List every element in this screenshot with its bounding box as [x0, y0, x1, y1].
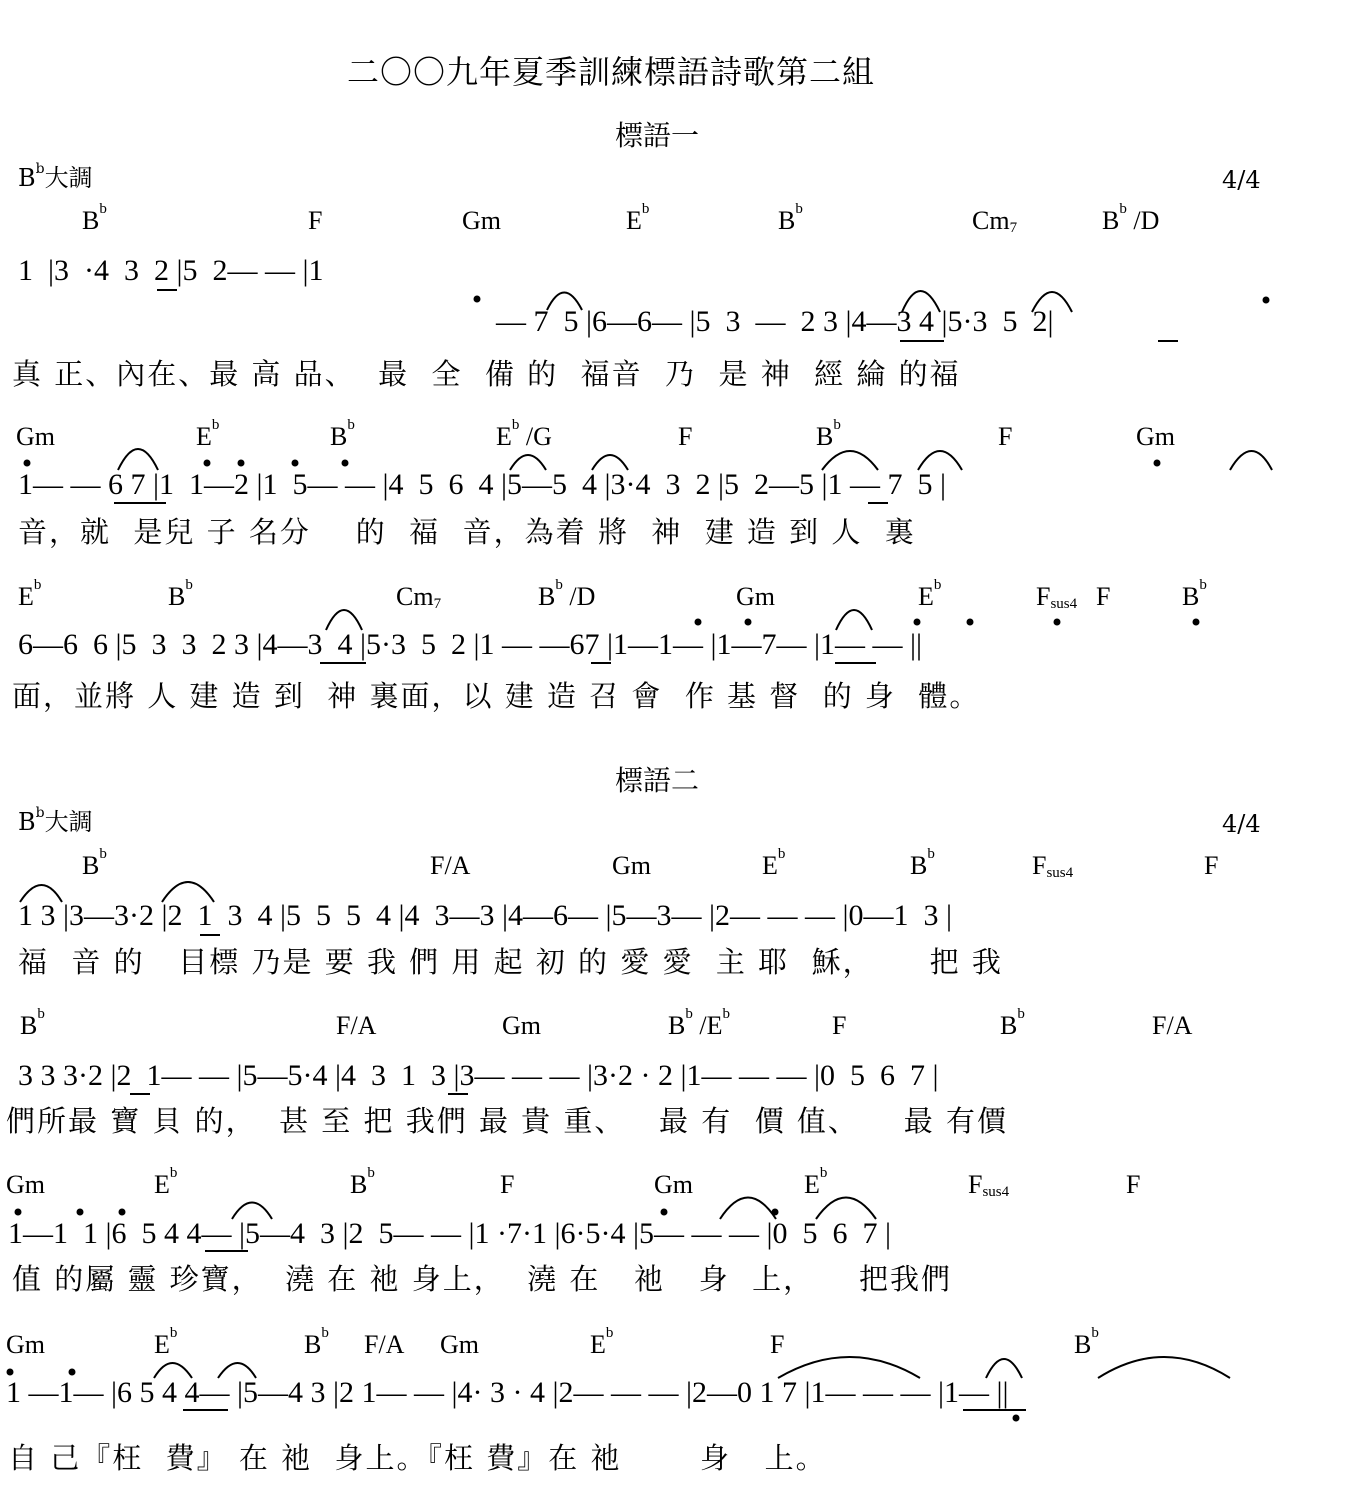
slur [118, 449, 158, 470]
notes-s2-line2: 3 3 3·2 |2 1— — |5—5·4 |4 3 1 3 |3— — — |3·2 · 2 |1— — — |0 5 6 7 | [18, 1059, 939, 1092]
section-heading-2: 標語二 [615, 764, 700, 797]
chord-symbol: $F_{sus4}$ [968, 1170, 1010, 1200]
lyrics-s2-line4: 自 己『枉 費』 在 祂 身上。『枉 費』在 祂 身 上。 [8, 1441, 827, 1475]
chord-symbol: Gm [736, 582, 775, 611]
notes-s1-line2: 1— — 6 7 |1 1—2 |1 5— — |4 5 6 4 |5—5 4 |3·4 3 2 |5 2—5 |1 — 7 5 | [18, 468, 947, 501]
time-signature-2: 4/4 [1222, 810, 1261, 838]
notes-s1-line1b: — 7 5 |6—6— |5 3 — 2 3 |4—3 4 |5·3 5 2| [496, 305, 1054, 338]
chord-symbol: $E^b$ [804, 1165, 828, 1199]
octave-dot [1154, 460, 1161, 467]
chord-symbol: $B^b$ $/E^b$ [668, 1006, 730, 1040]
chord-symbol: $E^b$ [196, 417, 220, 451]
chord-symbol: $E^b$ [154, 1325, 178, 1359]
chord-symbol: $B^b$ [778, 201, 803, 235]
chord-symbol: Gm [654, 1170, 693, 1199]
octave-dot [772, 1209, 779, 1216]
octave-dot [745, 619, 752, 626]
chord-symbol: $B^b$ /D [1102, 201, 1160, 235]
chord-symbol: $B^b$ /D [538, 577, 596, 611]
chord-symbol: $B^b$ [816, 417, 841, 451]
octave-dot [238, 460, 245, 467]
chord-symbol: Gm [502, 1011, 541, 1040]
low-octave-dot [1013, 1415, 1020, 1422]
octave-dot [914, 619, 921, 626]
notes-s2-line3: 1—1 1 |6 5 4 4— |5—4 3 |2 5— — |1 ·7·1 |6·5·4 |5— — — |0 5 6 7 | [8, 1217, 892, 1250]
chord-symbol: F/A [364, 1330, 405, 1359]
chord-symbol: F/A [1152, 1011, 1193, 1040]
chord-symbol: F [832, 1011, 847, 1040]
octave-dot [77, 1209, 84, 1216]
chord-symbol: F/A [336, 1011, 377, 1040]
octave-dot [15, 1209, 22, 1216]
octave-dot [119, 1209, 126, 1216]
slur [326, 610, 362, 630]
chord-symbol: $E^b$ [626, 201, 650, 235]
slur [778, 1357, 920, 1378]
slur [836, 610, 872, 630]
lyrics-s1-line1: 真 正、內在、最 高 品、 最 全 備 的 福音 乃 是 神 經 綸 的福 [12, 357, 961, 391]
octave-dot [24, 460, 31, 467]
chord-symbol: $E^b$ [18, 577, 42, 611]
octave-dot [661, 1209, 668, 1216]
chord-symbol: $B^b$ [330, 417, 355, 451]
chord-symbol: $Cm_7$ [396, 582, 442, 612]
chord-symbol: $F_{sus4}$ [1036, 582, 1078, 612]
chord-symbol: $B^b$ [168, 577, 193, 611]
lyrics-s1-line2: 音，就 是兒 子 名分 的 福 音，為着 將 神 建 造 到 人 裏 [18, 515, 916, 549]
notes-s2-line4: 1 —1— |6 5 4 4— |5—4 3 |2 1— — |4· 3 · 4 |2— — — |2—0 1 7 |1— — — |1— || [6, 1376, 1009, 1409]
time-signature-1: 4/4 [1222, 166, 1261, 194]
notes-s2-line1: 1 3 |3—3·2 |2 1 3 4 |5 5 5 4 |4 3—3 |4—6— |5—3— |2— — — |0—1 3 | [18, 899, 953, 932]
chord-symbol: Gm [1136, 422, 1175, 451]
chord-symbol: $B^b$ [1000, 1006, 1025, 1040]
octave-dot [69, 1369, 76, 1376]
low-octave-dot [474, 296, 481, 303]
chord-symbol: Gm [612, 851, 651, 880]
slur [1098, 1357, 1230, 1378]
octave-dot [1054, 619, 1061, 626]
slur [720, 1198, 776, 1220]
chord-symbol: F/A [430, 851, 471, 880]
slur [1230, 451, 1272, 470]
chord-symbol: $B^b$ [1074, 1325, 1099, 1359]
chord-symbol: F [1096, 582, 1111, 611]
chord-symbol: $E^b$ /G [496, 417, 552, 451]
chord-symbol: $E^b$ [918, 577, 942, 611]
chord-symbol: $F_{sus4}$ [1032, 851, 1074, 881]
chord-symbol: F [998, 422, 1013, 451]
notes-s1-line1a: 1 |3 ·4 3 2 |5 2— — |1 [18, 254, 324, 287]
octave-dot [7, 1369, 14, 1376]
octave-dot [1263, 297, 1270, 304]
chord-symbol: $E^b$ [762, 846, 786, 880]
chord-symbol: Gm [6, 1330, 45, 1359]
chord-symbol: Gm [16, 422, 55, 451]
chord-symbol: $B^b$ [910, 846, 935, 880]
lyrics-s2-line1: 福 音 的 目標 乃是 要 我 們 用 起 初 的 愛 愛 主 耶 穌， 把 我 [18, 945, 1003, 979]
octave-dot [292, 460, 299, 467]
chord-symbol: $B^b$ [350, 1165, 375, 1199]
notes-s1-line3: 6—6 6 |5 3 3 2 3 |4—3 4 |5·3 5 2 |1 — —67 |1—1— |1—7— |1— — || [18, 628, 923, 661]
lyrics-s1-line3: 面，並將 人 建 造 到 神 裏面，以 建 造 召 會 作 基 督 的 身 體。 [12, 679, 981, 713]
octave-dot [1193, 619, 1200, 626]
song-title: 二〇〇九年夏季訓練標語詩歌第二組 [347, 53, 876, 91]
chord-symbol: $B^b$ [304, 1325, 329, 1359]
chord-symbol: F [1204, 851, 1219, 880]
chord-symbol: F [500, 1170, 515, 1199]
slur [816, 1198, 876, 1220]
chord-symbol: Gm [462, 206, 501, 235]
chord-symbol: $E^b$ [590, 1325, 614, 1359]
octave-dot [342, 460, 349, 467]
chord-symbol: $E^b$ [154, 1165, 178, 1199]
chord-symbol: $Cm_7$ [972, 206, 1018, 236]
key-signature-1: $B^b$大調 [18, 161, 93, 192]
chord-symbol: F [1126, 1170, 1141, 1199]
octave-dot [967, 619, 974, 626]
chord-symbol: F [308, 206, 323, 235]
lyrics-s2-line3: 值 的屬 靈 珍寶， 澆 在 祂 身上， 澆 在 祂 身 上， 把我們 [12, 1262, 953, 1296]
octave-dot [695, 619, 702, 626]
lyrics-s2-line2: 們所最 寶 貝 的， 甚 至 把 我們 最 貴 重、 最 有 價 值、 最 有價 [6, 1104, 1009, 1138]
chord-symbol: $B^b$ [20, 1006, 45, 1040]
chord-symbol: F [770, 1330, 785, 1359]
octave-dot [204, 460, 211, 467]
chord-symbol: $B^b$ [82, 201, 107, 235]
section-heading-1: 標語一 [615, 119, 700, 152]
chord-symbol: Gm [6, 1170, 45, 1199]
chord-symbol: F [678, 422, 693, 451]
chord-symbol: $B^b$ [82, 846, 107, 880]
chord-symbol: Gm [440, 1330, 479, 1359]
chord-symbol: $B^b$ [1182, 577, 1207, 611]
key-signature-2: $B^b$大調 [18, 805, 93, 836]
